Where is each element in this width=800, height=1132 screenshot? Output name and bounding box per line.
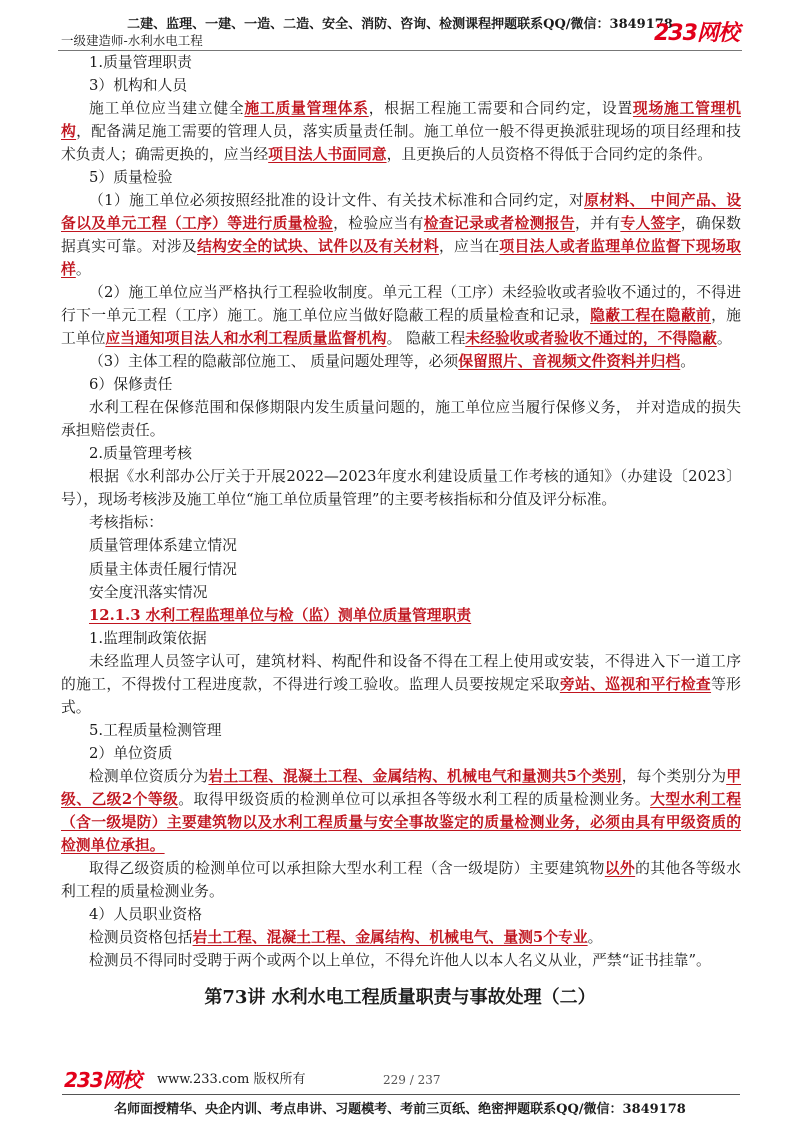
text-line [61, 857, 741, 880]
text-line [61, 719, 741, 742]
text-line [61, 650, 741, 673]
highlighted-key-text: （含一级堤防）主要建筑物以及水利工程质量与安全事故鉴定的质量检测业务，必须由具有甲级资质的 [61, 814, 741, 832]
text-run: 1.质量管理职责 [89, 53, 192, 71]
text-run: 3）机构和人员 [89, 76, 188, 94]
paragraph [61, 581, 741, 604]
text-line [61, 74, 741, 97]
text-line [61, 97, 741, 120]
highlighted-key-text: 专人签字 [620, 214, 681, 232]
text-run: 5.工程质量检测管理 [89, 721, 222, 739]
highlighted-key-text: 施工质量管理体系 [244, 99, 369, 117]
highlighted-key-text: 检查记录或者检测报告 [423, 214, 575, 232]
text-run: 取得乙级资质的检测单位可以承担除大型水利工程（含一级堤防）主要建筑物 [89, 860, 605, 878]
text-run: 检测单位资质分为 [89, 767, 209, 785]
text-run: 。 [716, 330, 732, 348]
text-line [61, 765, 741, 788]
highlighted-key-text: 隐蔽工程在隐蔽前 [590, 307, 712, 325]
paragraph [61, 857, 741, 903]
text-line [61, 166, 741, 189]
text-run: 承担赔偿责任。 [61, 422, 165, 440]
text-line [61, 488, 741, 511]
footer-site-copyright: www.233.com 版权所有 [157, 1072, 306, 1087]
text-line [61, 189, 741, 212]
text-run: 工单位 [61, 330, 106, 348]
text-run: 2.质量管理考核 [89, 445, 192, 463]
text-run: 1.监理制政策依据 [89, 629, 207, 647]
text-run: ，配备满足施工需要的管理人员，落实质量责任制。施工单位一般不得更换派驻现场的项目经理和技 [76, 122, 741, 140]
text-run: 检测员不得同时受聘于两个或两个以上单位，不得允许他人以本人名义从业，严禁“证书挂靠”。 [89, 952, 711, 970]
text-run: ，施 [711, 307, 741, 325]
highlighted-key-text: 构 [61, 122, 77, 140]
text-run: 。 [587, 929, 603, 947]
text-run: 的施工，不得拨付工程进度款，不得进行竣工验收。监理人员要按规定采取 [61, 675, 560, 693]
paragraph [61, 650, 741, 719]
highlighted-key-text: 结构安全的试块、试件以及有关材料 [197, 237, 439, 255]
text-run: ，确保数 [680, 214, 741, 232]
text-run: 据真实可靠。对涉及 [61, 237, 198, 255]
highlighted-key-text: 岩土工程、混凝土工程、金属结构、机械电气和量测共5个类别 [208, 767, 622, 785]
text-line [61, 834, 741, 857]
text-run: 。 [680, 353, 696, 371]
text-run: 考核指标： [89, 514, 163, 532]
text-run: （1）施工单位必须按照经批准的设计文件、有关技术标准和合同约定，对 [89, 191, 585, 209]
text-line [61, 788, 741, 811]
text-line [61, 51, 741, 74]
text-run: ，检验应当有 [333, 214, 424, 232]
paragraph [61, 926, 741, 949]
highlighted-key-text: 大型水利工程 [650, 791, 741, 808]
text-run: 。 [75, 260, 91, 278]
footer-divider [62, 1094, 740, 1095]
text-run: 未经监理人员签字认可，建筑材料、构配件和设备不得在工程上使用或安装，不得进入下一道工序 [89, 652, 741, 670]
paragraph [61, 604, 741, 627]
highlighted-key-text: 甲 [726, 767, 741, 785]
text-line [61, 304, 741, 327]
paragraph [61, 903, 741, 926]
footer-slogan: 名师面授精华、央企内训、考点串讲、习题模考、考前三页纸、绝密押题联系QQ/微信：3849178 [114, 1102, 686, 1117]
paragraph [61, 534, 741, 557]
text-line [61, 511, 741, 534]
highlighted-key-text: 原材料、 中间产品、设 [584, 191, 741, 209]
text-line [61, 880, 741, 903]
paragraph [61, 511, 741, 534]
text-run: 号），现场考核涉及施工单位“施工单位质量管理”的主要考核指标和分值及评分标准。 [61, 491, 617, 509]
paragraph [61, 396, 741, 442]
text-run: （2）施工单位应当严格执行工程验收制度。单元工程（工序）未经验收或者验收不通过的，不得进 [89, 283, 741, 301]
text-line [61, 581, 741, 604]
text-line [61, 742, 741, 765]
text-run: 术负责人；确需更换的，应当经 [61, 145, 269, 163]
text-line [61, 373, 741, 396]
text-line [61, 442, 741, 465]
highlighted-key-text: 级、乙级2个等级 [61, 791, 179, 808]
text-run: 检测员资格包括 [89, 929, 193, 947]
paragraph [61, 189, 741, 281]
text-line [61, 235, 741, 258]
text-run: ，根据工程施工需要和合同约定，设置 [368, 99, 633, 117]
paragraph [61, 350, 741, 373]
text-line [61, 604, 741, 627]
paragraph [61, 627, 741, 650]
text-run: 安全度汛落实情况 [89, 583, 208, 601]
text-line [61, 673, 741, 696]
highlighted-key-text: 项目法人或者监理单位监督下现场取 [499, 237, 741, 255]
text-run: 质量主体责任履行情况 [89, 560, 237, 578]
text-run: ，应当在 [438, 237, 500, 255]
text-line [61, 120, 741, 143]
text-line [61, 949, 741, 972]
text-line [61, 465, 741, 488]
text-run: 5）质量检验 [89, 168, 173, 186]
text-run: 。 隐蔽工程 [386, 330, 466, 348]
text-line [61, 258, 741, 281]
text-line [61, 143, 741, 166]
text-line [61, 903, 741, 926]
highlighted-key-text: 样 [61, 260, 76, 278]
text-run: 2）单位资质 [89, 744, 173, 762]
text-run: 利工程的质量检测业务。 [61, 883, 224, 901]
highlighted-key-text: 检测单位承担。 [61, 837, 165, 855]
text-line [61, 396, 741, 419]
highlighted-key-text: 未经验收或者验收不通过的，不得隐蔽 [465, 330, 717, 348]
paragraph [61, 742, 741, 765]
highlighted-key-text: 12.1.3 水利工程监理单位与检（监）测单位质量管理职责 [89, 606, 472, 624]
text-line [61, 212, 741, 235]
text-line [61, 534, 741, 557]
highlighted-key-text: 项目法人书面同意 [268, 145, 387, 163]
text-run: ，并有 [574, 214, 621, 232]
text-run: 质量管理体系建立情况 [89, 537, 237, 555]
text-run: 等形 [711, 675, 741, 693]
text-run: 根据《水利部办公厅关于开展2022—2023年度水利建设质量工作考核的通知》（办建设〔2023〕 [89, 468, 741, 486]
paragraph [61, 281, 741, 350]
paragraph [61, 51, 741, 74]
paragraph [61, 949, 741, 972]
text-run: ，且更换后的人员资格不得低于合同约定的条件。 [386, 145, 713, 163]
highlighted-key-text: 应当通知项目法人和水利工程质量监督机构 [105, 330, 387, 348]
text-line [61, 696, 741, 719]
paragraph [61, 166, 741, 189]
paragraph [61, 719, 741, 742]
text-line [61, 419, 741, 442]
header-course-title: 一级建造师-水利水电工程 [61, 33, 203, 48]
highlighted-key-text: 岩土工程、混凝土工程、金属结构、机械电气、量测5个专业 [192, 929, 588, 947]
text-run: （3）主体工程的隐蔽部位施工、 质量问题处理等，必须 [89, 353, 459, 371]
brand-logo: 233网校 [654, 21, 739, 46]
paragraph [61, 97, 741, 166]
text-line [61, 926, 741, 949]
lecture-title: 第73讲 水利水电工程质量职责与事故处理（二） [204, 987, 596, 1008]
text-run: 水利工程在保修范围和保修期限内发生质量问题的，施工单位应当履行保修义务， 并对造成的损失 [89, 399, 741, 417]
footer-brand-logo: 233网校 [64, 1068, 141, 1092]
document-body [61, 51, 741, 973]
header-notice: 二建、监理、一建、一造、二造、安全、消防、咨询、检测课程押题联系QQ/微信：3849178 [127, 17, 673, 32]
paragraph [61, 465, 741, 511]
paragraph [61, 373, 741, 396]
text-run: 行下一单元工程（工序）施工。施工单位应当做好隐蔽工程的质量检查和记录， [61, 307, 591, 325]
highlighted-key-text: 以外 [604, 860, 636, 878]
text-line [61, 558, 741, 581]
text-line [61, 327, 741, 350]
text-run: 式。 [61, 698, 91, 716]
text-line [61, 811, 741, 834]
highlighted-key-text: 现场施工管理机 [632, 99, 741, 117]
text-line [61, 281, 741, 304]
paragraph [61, 765, 741, 857]
highlighted-key-text: 保留照片、音视频文件资料并归档 [458, 353, 681, 371]
paragraph [61, 74, 741, 97]
text-run: 。取得甲级资质的检测单位可以承担各等级水利工程的质量检测业务。 [178, 791, 651, 808]
highlighted-key-text: 备以及单元工程（工序）等进行质量检验 [61, 214, 334, 232]
paragraph [61, 442, 741, 465]
text-line [61, 350, 741, 373]
text-run: 施工单位应当建立健全 [89, 99, 245, 117]
paragraph [61, 558, 741, 581]
text-run: ，每个类别分为 [621, 767, 727, 785]
text-run: 6）保修责任 [89, 376, 173, 394]
text-run: 4）人员职业资格 [89, 906, 202, 924]
highlighted-key-text: 旁站、巡视和平行检查 [559, 675, 712, 693]
text-run: 的其他各等级水 [635, 860, 741, 878]
page-indicator: 229 / 237 [383, 1073, 441, 1087]
text-line [61, 627, 741, 650]
